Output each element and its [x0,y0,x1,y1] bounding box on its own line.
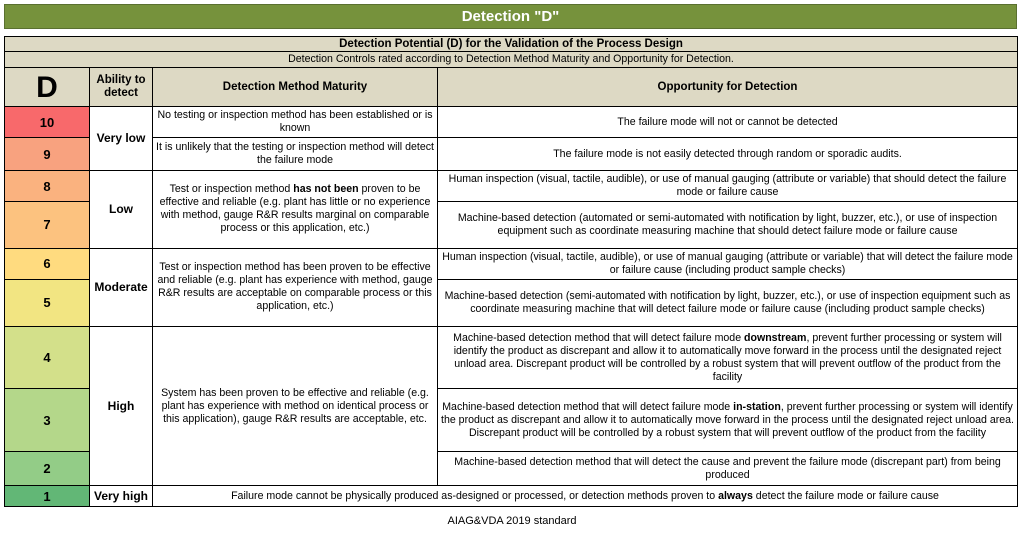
rank-cell: 6 [5,248,90,279]
opportunity-cell: Machine-based detection (automated or semi-automated with notification by light, buzzer, etc.), or use of inspection equipment such as coordinate measuring machine that should detect failure mode or failure cause [438,202,1018,248]
ability-cell: High [90,327,153,486]
opportunity-cell: Machine-based detection (semi-automated with notification by light, buzzer, etc.), or use of inspection equipment such as coordinate measuring machine that will detect failure mode or failure cause (including product sample checks) [438,279,1018,327]
rank-cell: 4 [5,327,90,389]
ability-cell: Moderate [90,248,153,327]
detection-table [4,36,1018,507]
table-row [5,486,1018,507]
rank-cell: 7 [5,202,90,248]
maturity-cell: It is unlikely that the testing or inspection method will detect the failure mode [153,138,438,171]
rank-cell: 9 [5,138,90,171]
opportunity-cell: The failure mode will not or cannot be detected [438,107,1018,138]
table-sub-header: Detection Controls rated according to Detection Method Maturity and Opportunity for Detection. [5,52,1018,67]
maturity-cell: System has been proven to be effective and reliable (e.g. plant has experience with method on identical process or this application), gauge R&R results are acceptable, etc. [153,327,438,486]
rank-cell: 10 [5,107,90,138]
table-main-header: Detection Potential (D) for the Validation of the Process Design [5,37,1018,52]
table-row [5,138,1018,171]
source-caption: AIAG&VDA 2019 standard [447,515,577,527]
rank-cell: 1 [5,486,90,507]
table-row [5,248,1018,279]
page-title: Detection "D" [4,4,1017,29]
very-high-description: Failure mode cannot be physically produced as-designed or processed, or detection methods proven to always detect the failure mode or failure cause [153,486,1018,507]
opportunity-cell: The failure mode is not easily detected through random or sporadic audits. [438,138,1018,171]
column-header-maturity: Detection Method Maturity [153,67,438,106]
table-row [5,171,1018,202]
rank-cell: 2 [5,452,90,486]
opportunity-cell: Machine-based detection method that will detect failure mode downstream, prevent further processing or system will identify the product as discrepant and allow it to automatically move forward in the process until the designated reject unload area. Discrepant product will be controlled by a robust system that will prevent outflow of the product from the facility [438,327,1018,389]
rank-cell: 8 [5,171,90,202]
opportunity-cell: Human inspection (visual, tactile, audible), or use of manual gauging (attribute or variable) that will detect the failure mode or failure cause (including product sample checks) [438,248,1018,279]
maturity-cell: Test or inspection method has been proven to be effective and reliable (e.g. plant has experience with method, gauge R&R results are acceptable on comparable process or this application, etc.) [153,248,438,327]
rank-cell: 3 [5,389,90,452]
column-header-opportunity: Opportunity for Detection [438,67,1018,106]
column-header-d: D [5,67,90,106]
opportunity-cell: Machine-based detection method that will detect the cause and prevent the failure mode (discrepant part) from being produced [438,452,1018,486]
rank-cell: 5 [5,279,90,327]
column-header-ability: Ability to detect [90,67,153,106]
ability-cell: Low [90,171,153,248]
maturity-cell: No testing or inspection method has been established or is known [153,107,438,138]
table-row [5,107,1018,138]
ability-cell: Very low [90,107,153,171]
table-row [5,327,1018,389]
opportunity-cell: Human inspection (visual, tactile, audible), or use of manual gauging (attribute or variable) that should detect the failure mode or failure cause [438,171,1018,202]
ability-cell: Very high [90,486,153,507]
opportunity-cell: Machine-based detection method that will detect failure mode in-station, prevent further processing or system will identify the product as discrepant and allow it to automatically move forward in the process until the designated reject unload area. Discrepant product will be controlled by a robust system that will prevent outflow of the product from the facility [438,389,1018,452]
maturity-cell: Test or inspection method has not been proven to be effective and reliable (e.g. plant has little or no experience with method, gauge R&R results marginal on comparable process or this application, etc.) [153,171,438,248]
